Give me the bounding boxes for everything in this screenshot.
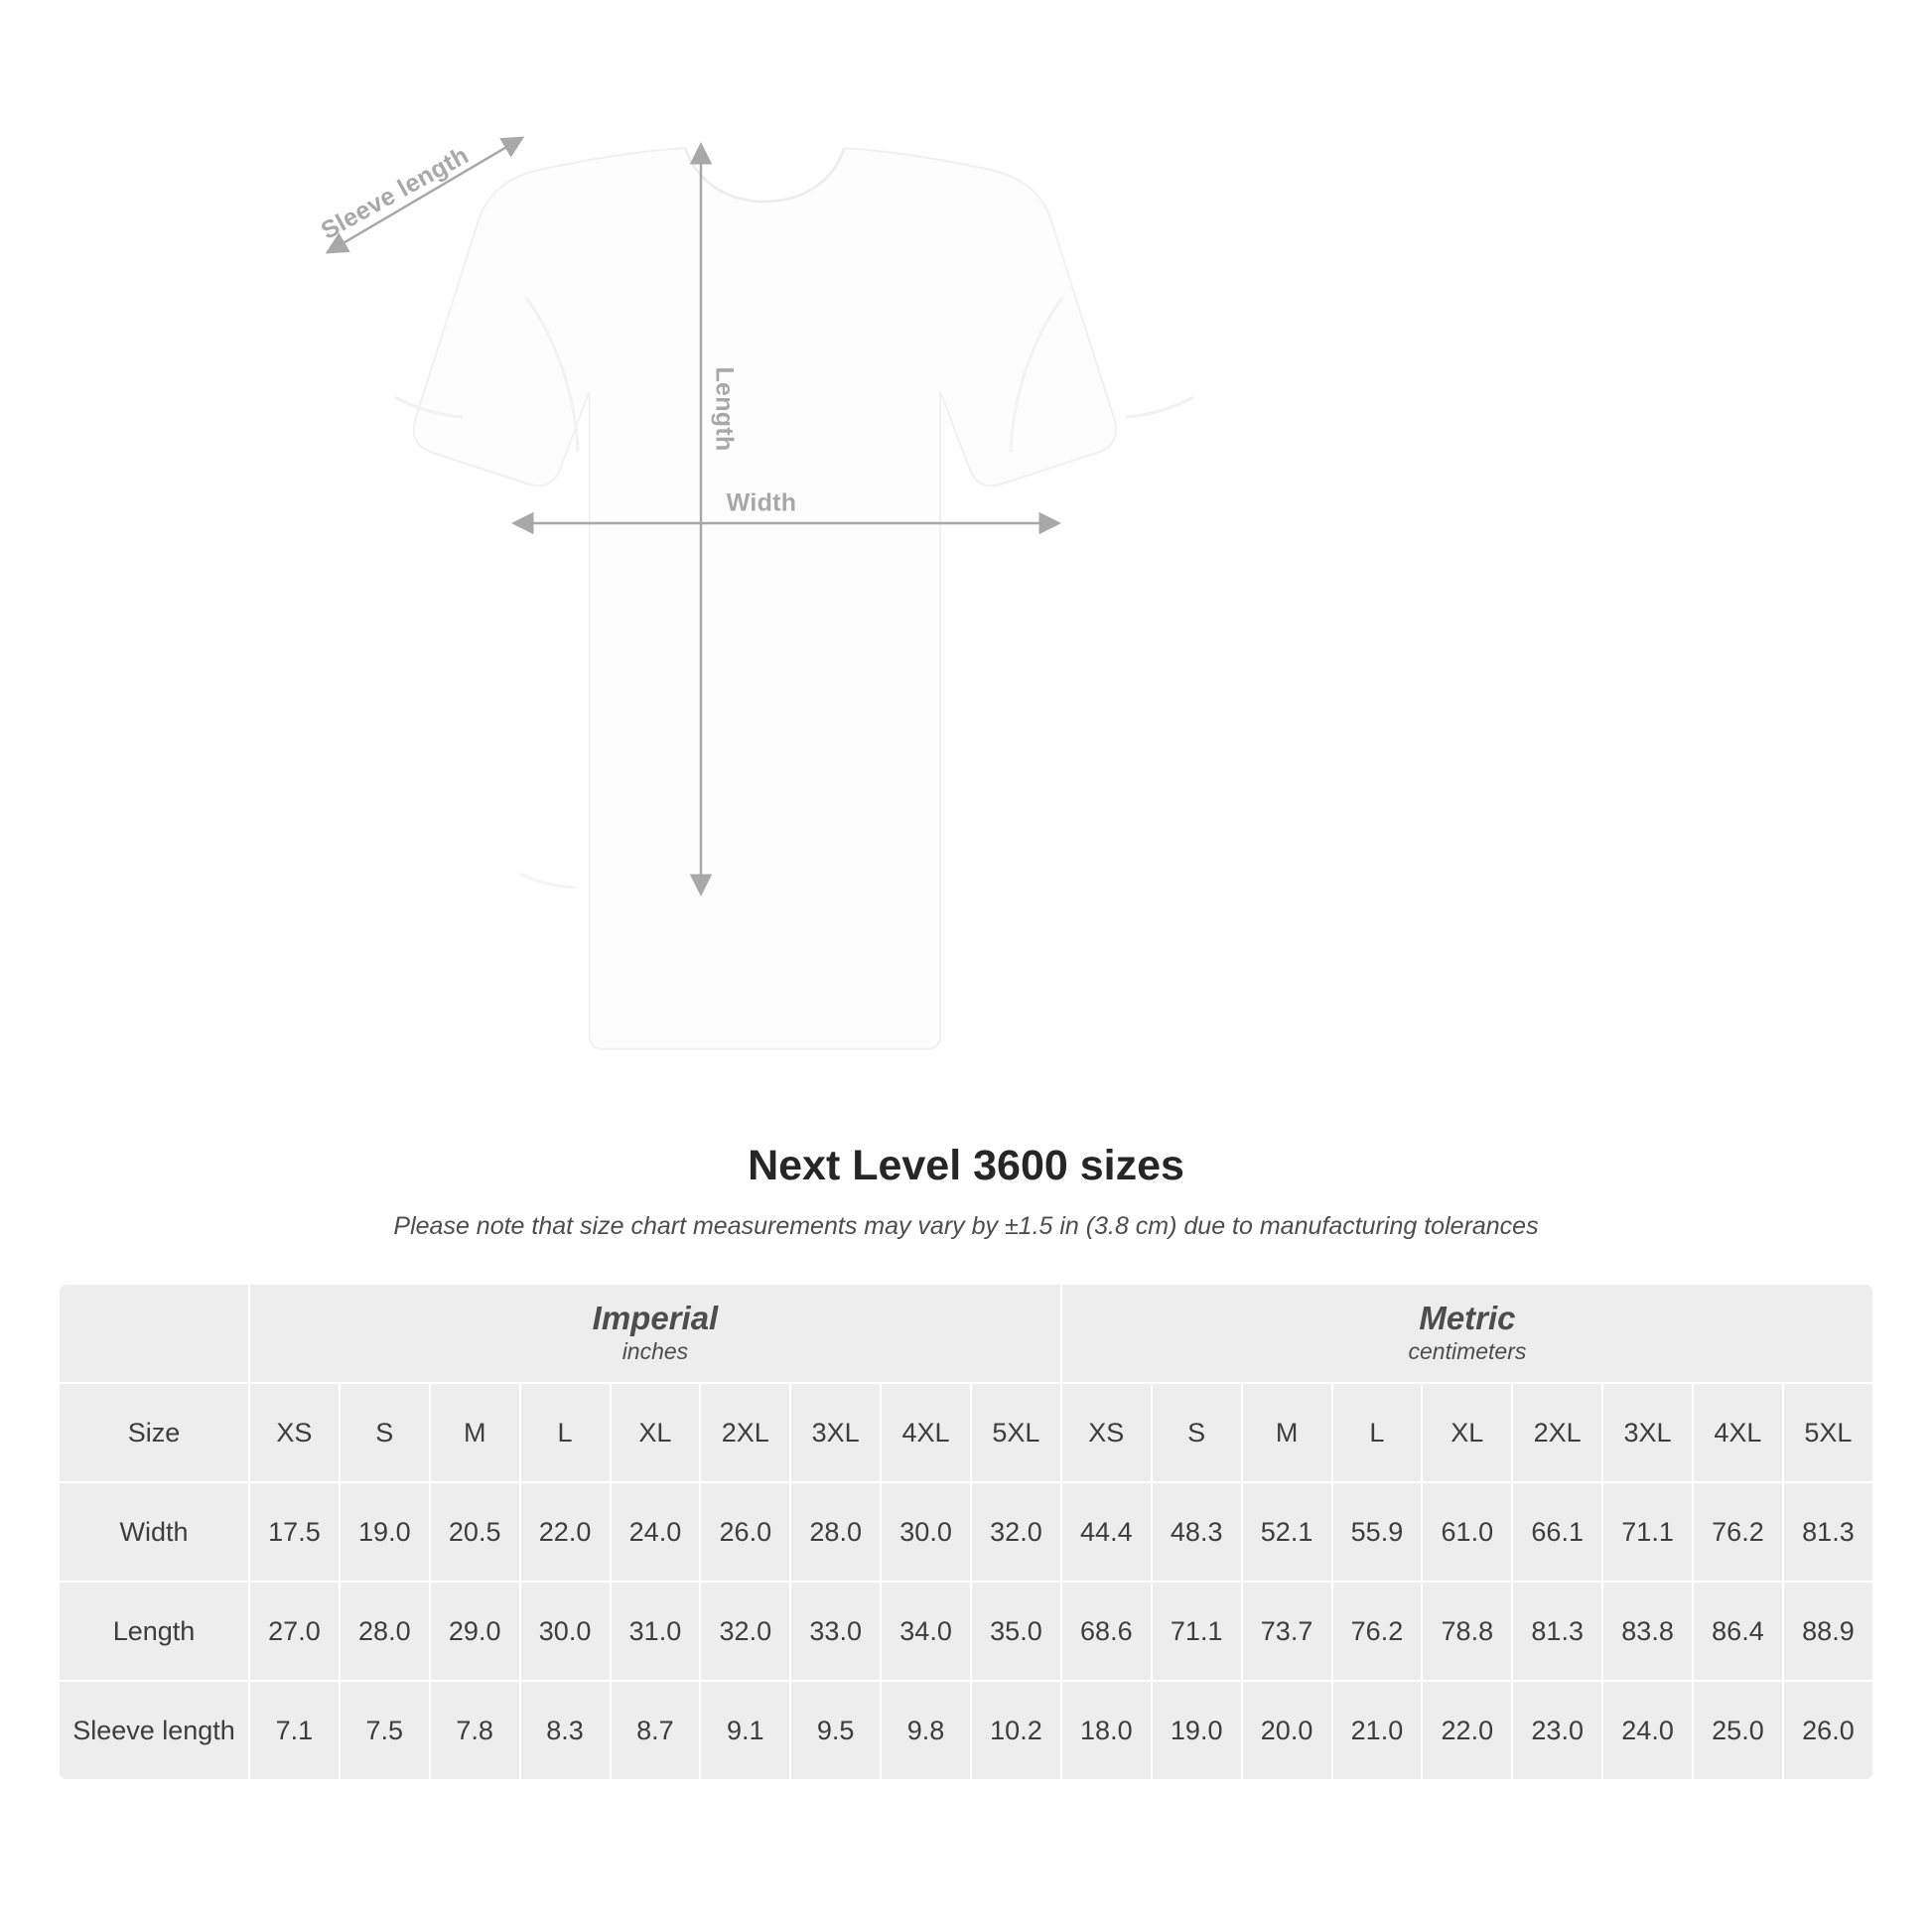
- cell-length-imperial-xl: 31.0: [612, 1583, 700, 1680]
- cell-sleeve-metric-s: 19.0: [1153, 1682, 1241, 1779]
- table-row: [60, 1583, 1872, 1680]
- cell-width-metric-2xl: 66.1: [1513, 1483, 1601, 1581]
- tshirt-shape: [395, 148, 1193, 1049]
- col-head-metric-4xl: 4XL: [1694, 1384, 1782, 1481]
- col-head-metric-s: S: [1153, 1384, 1241, 1481]
- unit-group-metric-sub: centimeters: [1408, 1338, 1527, 1365]
- cell-length-imperial-4xl: 34.0: [882, 1583, 970, 1680]
- col-head-metric-5xl: 5XL: [1784, 1384, 1872, 1481]
- cell-width-metric-m: 52.1: [1243, 1483, 1331, 1581]
- cell-sleeve-metric-xs: 18.0: [1062, 1682, 1151, 1779]
- cell-width-metric-4xl: 76.2: [1694, 1483, 1782, 1581]
- cell-sleeve-imperial-3xl: 9.5: [791, 1682, 880, 1779]
- col-head-imperial-2xl: 2XL: [701, 1384, 789, 1481]
- col-head-metric-2xl: 2XL: [1513, 1384, 1601, 1481]
- cell-width-imperial-s: 19.0: [341, 1483, 429, 1581]
- cell-sleeve-imperial-5xl: 10.2: [972, 1682, 1060, 1779]
- tolerance-note: Please note that size chart measurements may vary by ±1.5 in (3.8 cm) due to manufacturing tolerances: [393, 1212, 1539, 1240]
- cell-length-imperial-m: 29.0: [431, 1583, 519, 1680]
- col-head-imperial-m: M: [431, 1384, 519, 1481]
- cell-width-metric-xs: 44.4: [1062, 1483, 1151, 1581]
- cell-sleeve-metric-m: 20.0: [1243, 1682, 1331, 1779]
- cell-length-imperial-3xl: 33.0: [791, 1583, 880, 1680]
- table-row-size-headers: [60, 1384, 1872, 1481]
- cell-width-imperial-m: 20.5: [431, 1483, 519, 1581]
- cell-width-imperial-2xl: 26.0: [701, 1483, 789, 1581]
- cell-sleeve-imperial-l: 8.3: [521, 1682, 610, 1779]
- cell-length-metric-s: 71.1: [1153, 1583, 1241, 1680]
- col-head-imperial-5xl: 5XL: [972, 1384, 1060, 1481]
- col-head-metric-xs: XS: [1062, 1384, 1151, 1481]
- cell-width-metric-3xl: 71.1: [1603, 1483, 1692, 1581]
- cell-length-metric-3xl: 83.8: [1603, 1583, 1692, 1680]
- cell-sleeve-imperial-2xl: 9.1: [701, 1682, 789, 1779]
- cell-length-imperial-5xl: 35.0: [972, 1583, 1060, 1680]
- cell-width-imperial-5xl: 32.0: [972, 1483, 1060, 1581]
- col-head-imperial-xs: XS: [250, 1384, 339, 1481]
- col-head-metric-3xl: 3XL: [1603, 1384, 1692, 1481]
- cell-length-imperial-s: 28.0: [341, 1583, 429, 1680]
- unit-group-imperial-sub: inches: [621, 1338, 689, 1365]
- page-title: Next Level 3600 sizes: [748, 1142, 1184, 1189]
- cell-sleeve-imperial-xl: 8.7: [612, 1682, 700, 1779]
- col-head-imperial-xl: XL: [612, 1384, 700, 1481]
- sleeve-length-label: Sleeve length: [316, 141, 474, 245]
- width-label: Width: [726, 488, 797, 517]
- cell-sleeve-metric-4xl: 25.0: [1694, 1682, 1782, 1779]
- col-head-imperial-3xl: 3XL: [791, 1384, 880, 1481]
- size-table-wrapper: [58, 1283, 1874, 1781]
- col-head-imperial-l: L: [521, 1384, 610, 1481]
- corner-blank: [60, 1285, 248, 1382]
- unit-group-imperial: [250, 1285, 1060, 1382]
- row-head-width: Width: [60, 1483, 248, 1581]
- cell-width-imperial-xl: 24.0: [612, 1483, 700, 1581]
- cell-length-metric-2xl: 81.3: [1513, 1583, 1601, 1680]
- table-row-unit-groups: [60, 1285, 1872, 1382]
- cell-length-metric-xs: 68.6: [1062, 1583, 1151, 1680]
- col-head-metric-m: M: [1243, 1384, 1331, 1481]
- cell-width-metric-xl: 61.0: [1423, 1483, 1511, 1581]
- cell-width-imperial-4xl: 30.0: [882, 1483, 970, 1581]
- cell-sleeve-metric-5xl: 26.0: [1784, 1682, 1872, 1779]
- col-head-metric-xl: XL: [1423, 1384, 1511, 1481]
- size-table: [58, 1283, 1874, 1781]
- cell-sleeve-imperial-xs: 7.1: [250, 1682, 339, 1779]
- cell-length-imperial-l: 30.0: [521, 1583, 610, 1680]
- cell-width-imperial-xs: 17.5: [250, 1483, 339, 1581]
- length-label: Length: [710, 366, 739, 452]
- cell-width-metric-5xl: 81.3: [1784, 1483, 1872, 1581]
- unit-group-imperial-name: Imperial: [592, 1300, 719, 1337]
- row-head-sleeve-length: Sleeve length: [60, 1682, 248, 1779]
- cell-width-imperial-3xl: 28.0: [791, 1483, 880, 1581]
- cell-width-imperial-l: 22.0: [521, 1483, 610, 1581]
- size-header: Size: [60, 1384, 248, 1481]
- cell-length-metric-l: 76.2: [1333, 1583, 1422, 1680]
- cell-length-metric-m: 73.7: [1243, 1583, 1331, 1680]
- cell-sleeve-metric-3xl: 24.0: [1603, 1682, 1692, 1779]
- cell-width-metric-l: 55.9: [1333, 1483, 1422, 1581]
- col-head-imperial-4xl: 4XL: [882, 1384, 970, 1481]
- col-head-metric-l: L: [1333, 1384, 1422, 1481]
- cell-sleeve-imperial-m: 7.8: [431, 1682, 519, 1779]
- cell-sleeve-imperial-s: 7.5: [341, 1682, 429, 1779]
- cell-sleeve-metric-2xl: 23.0: [1513, 1682, 1601, 1779]
- table-row: [60, 1682, 1872, 1779]
- cell-length-metric-5xl: 88.9: [1784, 1583, 1872, 1680]
- cell-length-imperial-xs: 27.0: [250, 1583, 339, 1680]
- unit-group-metric-name: Metric: [1419, 1300, 1516, 1337]
- cell-sleeve-imperial-4xl: 9.8: [882, 1682, 970, 1779]
- row-head-length: Length: [60, 1583, 248, 1680]
- col-head-imperial-s: S: [341, 1384, 429, 1481]
- cell-width-metric-s: 48.3: [1153, 1483, 1241, 1581]
- unit-group-metric: [1062, 1285, 1872, 1382]
- cell-length-metric-4xl: 86.4: [1694, 1583, 1782, 1680]
- cell-length-metric-xl: 78.8: [1423, 1583, 1511, 1680]
- cell-sleeve-metric-xl: 22.0: [1423, 1682, 1511, 1779]
- cell-length-imperial-2xl: 32.0: [701, 1583, 789, 1680]
- cell-sleeve-metric-l: 21.0: [1333, 1682, 1422, 1779]
- table-row: [60, 1483, 1872, 1581]
